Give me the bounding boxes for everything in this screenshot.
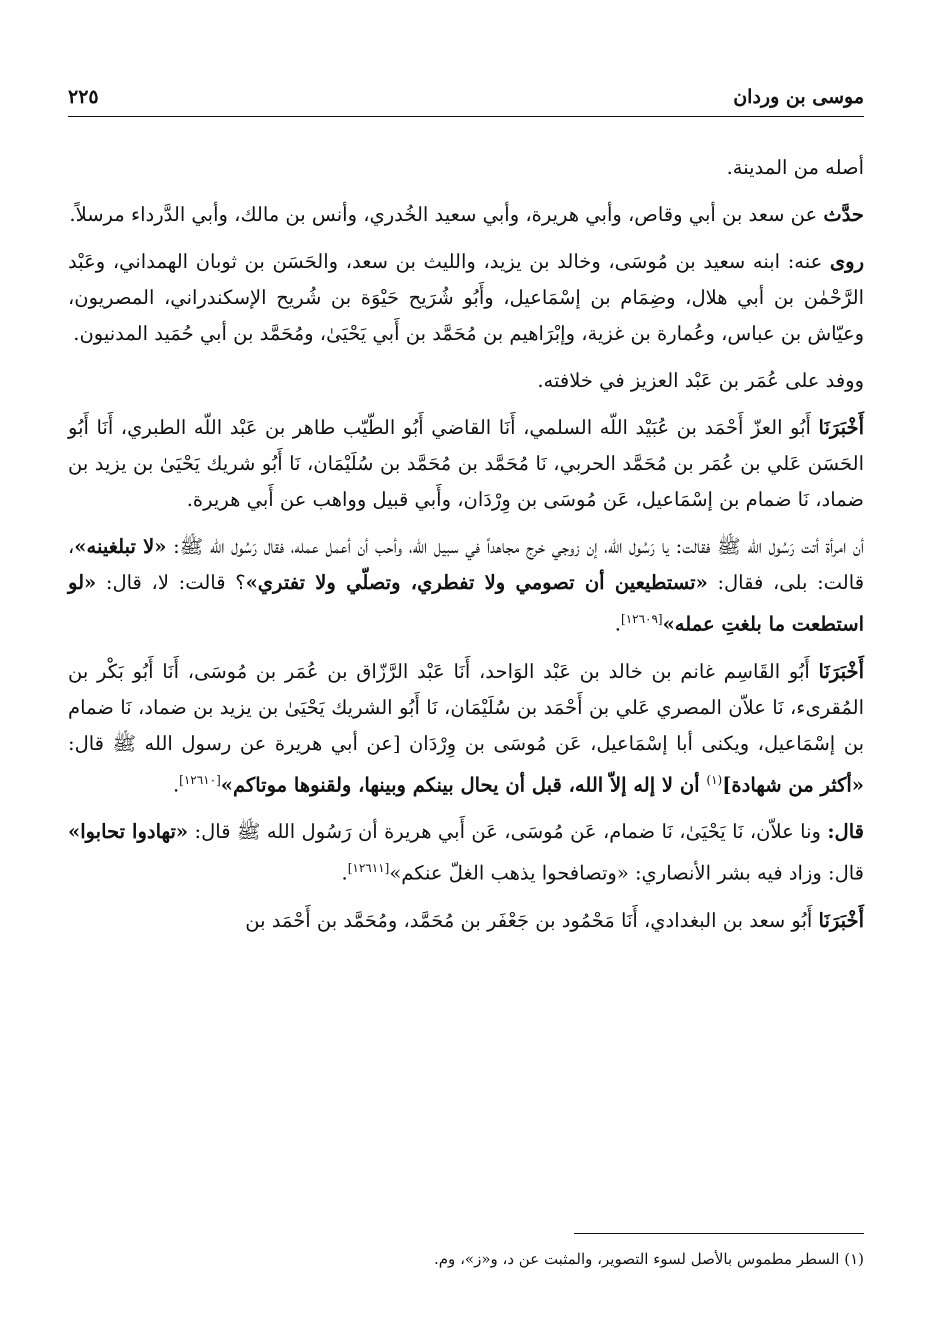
hadith-quote: «تهادوا تحابوا» [68,820,189,843]
hadith-text: . [172,773,180,796]
page-number: ٢٢٥ [68,86,99,108]
paragraph-lead: روى [829,250,864,273]
paragraph-narrators [68,244,864,352]
paragraph-hadith-1 [68,529,864,643]
paragraph-lead: أَخْبَرَنَا [818,659,864,683]
hadith-quote: «لا تبلغينه» [74,535,167,558]
paragraph-hadith-3 [68,814,864,892]
hadith-number: [١٢٦١٠] [179,772,221,787]
hadith-text: أن امرأة أتت رَسُول الله ﷺ فقالت: يا رَسُول الله، إن زوجي خرج مجاهداً في سبيل الله، وأحب أن أعمل عمله، فقال رَسُول الله ﷺ: [166,535,864,558]
paragraph-text: عن سعد بن أبي وقاص، وأبي هريرة، وأبي سعيد الخُدري، وأنس بن مالك، وأبي الدَّرداء مرسلاً. [69,203,824,226]
hadith-number: [١٢٦١١] [347,861,390,875]
hadith-number: [١٢٦٠٩] [621,612,663,626]
footnote-text: (١) السطر مطموس بالأصل لسوء التصوير، والمثبت عن د، و«ز»، وم. [434,1250,864,1268]
paragraph-lead: حدَّث [823,203,864,226]
paragraph-hadith-2 [68,654,864,804]
main-text [68,150,864,950]
footnote-divider [574,1233,864,1234]
hadith-text: . [341,861,348,885]
hadith-text: قال: وزاد فيه بشر الأنصاري: «وتصافحوا يذهب الغلّ عنكم» [389,861,864,885]
paragraph-origin [68,150,864,186]
hadith-quote: «تستطيعين أن تصومي ولا تفطري، وتصلّي ولا تفتري» [245,571,708,594]
hadith-text: ، قالت: بلى، فقال: [68,535,865,594]
hadith-quote: «أكثر من شهادة] [722,773,864,796]
paragraph-lead: أَخْبَرَنَا [818,908,864,932]
footnote-marker: (١) [706,772,723,787]
hadith-quote: أن لا إله إلاّ الله، قبل أن يحال بينكم وبينها، ولقنوها موتاكم» [220,773,707,796]
hadith-text: . [614,612,621,636]
page-header [68,78,864,117]
paragraph-text: ووفد على عُمَر بن عَبْد العزيز في خلافته. [537,369,864,392]
paragraph-isnad-1 [68,410,864,518]
paragraph-lead: قال: [827,820,864,843]
hadith-text: أَبُو القَاسِم غانم بن خالد بن عَبْد الوَاحد، أَنَا عَبْد الرَّزّاق بن عُمَر بن مُوسَى، أَنَا أَبُو بَكْر بن المُقرىء، نَا علاّن المصري عَلي بن أَحْمَد بن سُلَيْمَان، نَا أَبُو الشريك يَحْيَىٰ بن يزيد بن ضماد، نَا ضمام بن إسْمَاعيل، ويكنى أبا إسْمَاعيل، عَن مُوسَى بن وِرْدَان [عن أبي هريرة عن رسول الله ﷺ قال: [68,659,864,755]
running-title: موسى بن وردان [733,86,864,108]
paragraph-narrated-from [68,197,864,233]
hadith-text: ونا علاّن، نَا يَحْيَىٰ، نَا ضمام، عَن مُوسَى، عَن أَبي هريرة أن رَسُول الله ﷺ قال: [188,820,828,843]
paragraph-lead: أَخْبَرَنَا [818,416,864,439]
paragraph-visit [68,363,864,399]
paragraph-text: أصله من المدينة. [726,156,864,179]
paragraph-text: أَبُو العزّ أَحْمَد بن عُبَيْد اللّه السلمي، أَنَا القاضي أَبُو الطّيّب طاهر بن عَبْد اللّه الطبري، أَنَا أَبُو الحَسَن عَلي بن عُمَر بن مُحَمَّد الحربي، نَا مُحَمَّد بن مُحَمَّد بن سُلَيْمَان، نَا أَبُو شريك يَحْيَىٰ بن يزيد بن ضماد، نَا ضمام بن إسْمَاعيل، عَن مُوسَى بن وِرْدَان، وأَبي قبيل وواهب عن أَبي هريرة. [68,416,864,511]
footnote [68,1246,864,1272]
hadith-text: ؟ قالت: لا، قال: [96,571,246,594]
paragraph-isnad-4 [68,903,864,939]
hadith-quote: «لو استطعت ما بلغتِ عمله» [68,571,864,636]
paragraph-text: عنه: ابنه سعيد بن مُوسَى، وخالد بن يزيد، والليث بن سعد، والحَسَن بن ثوبان الهمداني، وعَبْد الرَّحْمٰن بن أبي هلال، وضِمَام بن إسْمَاعيل، وأَبُو شُرَيح حَيْوَة بن شُريح الإسكندراني، المصريون، وعيّاش بن عباس، وعُمارة بن غزية، وإبْرَاهيم بن مُحَمَّد بن أَبي يَحْيَىٰ، ومُحَمَّد بن أبي حُمَيد المدنيون. [68,250,864,345]
paragraph-text: أَبُو سعد بن البغدادي، أَنَا مَحْمُود بن جَعْفَر بن مُحَمَّد، ومُحَمَّد بن أَحْمَد بن [245,908,819,932]
